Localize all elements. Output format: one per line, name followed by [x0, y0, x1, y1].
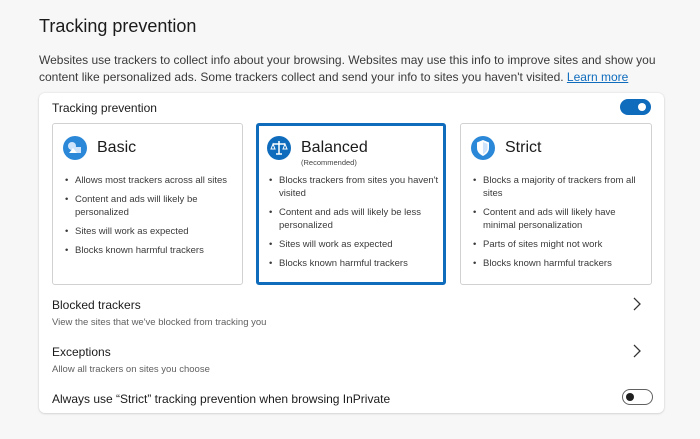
bullet-item: • Blocks trackers from sites you haven't visited: [267, 174, 439, 200]
blocked-trackers-desc: View the sites that we've blocked from tracking you: [52, 317, 267, 328]
shield-icon: [471, 136, 495, 160]
bullet-item: • Content and ads will likely be personalized: [63, 193, 235, 219]
option-balanced[interactable]: [256, 123, 446, 285]
intro-body: Websites use trackers to collect info about your browsing. Websites may use this info to improve sites and show you content like personalized ads. Some trackers collect and send your info to sites you haven't visited.: [39, 53, 656, 84]
bullet-item: • Blocks known harmful trackers: [267, 257, 439, 270]
tracking-prevention-label: Tracking prevention: [52, 101, 157, 115]
option-bullets: [471, 174, 643, 276]
bullet-item: • Sites will work as expected: [267, 238, 439, 251]
option-subtitle: (Recommended): [301, 158, 357, 167]
learn-more-link[interactable]: Learn more: [566, 70, 629, 84]
bullet-item: • Blocks a majority of trackers from all sites: [471, 174, 643, 200]
exceptions-title: Exceptions: [52, 345, 111, 359]
option-strict[interactable]: [460, 123, 652, 285]
bullet-item: • Content and ads will likely be less personalized: [267, 206, 439, 232]
option-name: Balanced: [301, 139, 368, 156]
exceptions-desc: Allow all trackers on sites you choose: [52, 364, 210, 375]
tracking-card: [39, 93, 664, 413]
scales-icon: [267, 136, 291, 160]
blocked-trackers-title: Blocked trackers: [52, 298, 141, 312]
bullet-item: • Allows most trackers across all sites: [63, 174, 235, 187]
option-bullets: [63, 174, 235, 263]
chevron-right-icon[interactable]: [630, 344, 644, 358]
tracking-prevention-toggle[interactable]: [620, 99, 651, 115]
page-title: Tracking prevention: [39, 16, 197, 36]
intro-text: [39, 52, 669, 86]
blocked-trackers-row[interactable]: [52, 298, 652, 328]
toggle-knob: [626, 393, 634, 401]
option-basic[interactable]: [52, 123, 243, 285]
bullet-item: • Parts of sites might not work: [471, 238, 643, 251]
bullet-item: • Content and ads will likely have minimal personalization: [471, 206, 643, 232]
exceptions-row[interactable]: [52, 345, 652, 375]
basic-shapes-icon: [63, 136, 87, 160]
bullet-item: • Blocks known harmful trackers: [63, 244, 235, 257]
option-name: Strict: [505, 139, 542, 156]
toggle-knob: [638, 103, 646, 111]
bullet-item: • Sites will work as expected: [63, 225, 235, 238]
chevron-right-icon[interactable]: [630, 297, 644, 311]
bullet-item: • Blocks known harmful trackers: [471, 257, 643, 270]
option-name: Basic: [97, 139, 137, 156]
inprivate-row: [52, 392, 652, 406]
option-bullets: [267, 174, 439, 276]
inprivate-strict-toggle[interactable]: [622, 389, 653, 405]
inprivate-strict-label: Always use “Strict” tracking prevention when browsing InPrivate: [52, 392, 391, 406]
